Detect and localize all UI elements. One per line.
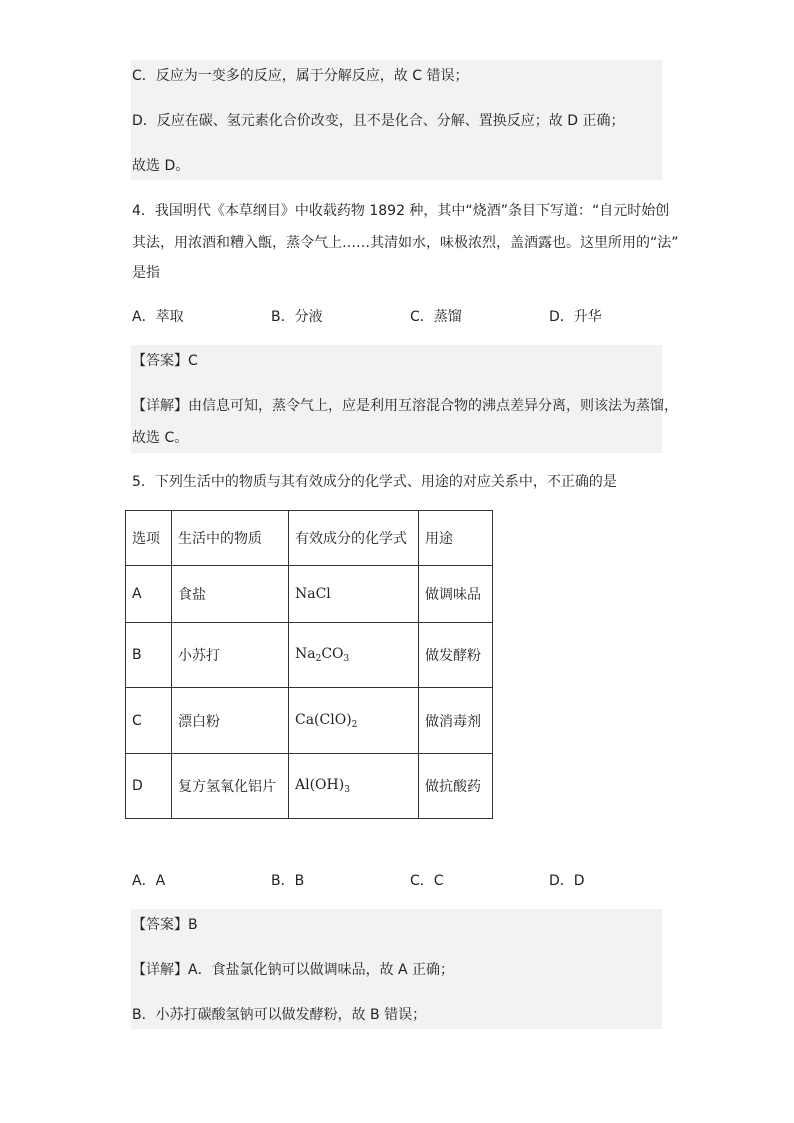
- q5-option-c: C．C: [410, 873, 444, 889]
- table-cell-formula: NaCl: [289, 566, 419, 623]
- table-row: [126, 566, 493, 623]
- formula-part: Ca(ClO): [295, 711, 352, 728]
- table-header-cell: 生活中的物质: [172, 511, 289, 566]
- q4-stem-line3: 是指: [132, 265, 160, 281]
- q4-stem-line2: 其法，用浓酒和糟入甑，蒸令气上……其清如水，味极浓烈，盖酒露也。这里所用的“法”: [132, 235, 679, 251]
- q5-detail-a: 【详解】A．食盐氯化钠可以做调味品，故 A 正确；: [132, 962, 455, 978]
- q5-table: [125, 510, 493, 819]
- q4-detail-line1: 【详解】由信息可知，蒸令气上，应是利用互溶混合物的沸点差异分离，则该法为蒸馏，: [132, 398, 678, 414]
- formula-part: Na: [295, 646, 316, 662]
- table-cell-option: D: [126, 754, 172, 819]
- table-cell-use: 做调味品: [419, 566, 493, 623]
- q4-option-c: C．蒸馏: [410, 309, 462, 325]
- q4-option-d: D．升华: [549, 309, 602, 325]
- q4-option-a: A．萃取: [132, 309, 184, 325]
- table-cell-substance: 漂白粉: [172, 688, 289, 754]
- table-cell-use: 做消毒剂: [419, 688, 493, 754]
- formula-subscript: 3: [343, 654, 350, 664]
- q5-detail-b: B．小苏打碳酸氢钠可以做发酵粉，故 B 错误；: [132, 1007, 427, 1023]
- formula-part: CO: [321, 646, 344, 662]
- table-cell-substance: 小苏打: [172, 623, 289, 688]
- table-header-cell: 有效成分的化学式: [289, 511, 419, 566]
- q5-option-b: B．B: [271, 873, 305, 889]
- q5-option-d: D．D: [549, 873, 585, 889]
- table-cell-formula: [289, 688, 419, 754]
- table-cell-formula: [289, 754, 419, 819]
- table-cell-option: C: [126, 688, 172, 754]
- q5-answer: 【答案】B: [132, 917, 198, 933]
- q5-stem: 5．下列生活中的物质与其有效成分的化学式、用途的对应关系中，不正确的是: [132, 474, 617, 490]
- formula-subscript: 2: [351, 719, 358, 730]
- explanation-c-line: C．反应为一变多的反应，属于分解反应，故 C 错误；: [132, 68, 469, 84]
- table-cell-use: 做抗酸药: [419, 754, 493, 819]
- q5-option-a: A．A: [132, 873, 166, 889]
- formula-subscript: 3: [344, 785, 350, 795]
- table-cell-substance: 食盐: [172, 566, 289, 623]
- table-cell-substance: 复方氢氧化铝片: [172, 754, 289, 819]
- explanation-d-line: D．反应在碳、氢元素化合价改变，且不是化合、分解、置换反应；故 D 正确；: [132, 113, 625, 129]
- table-row: [126, 688, 493, 754]
- formula-subscript: 2: [315, 654, 322, 664]
- explanation-conclusion: 故选 D。: [132, 158, 190, 174]
- table-header-cell: 选项: [126, 511, 172, 566]
- table-cell-use: 做发酵粉: [419, 623, 493, 688]
- table-cell-formula: [289, 623, 419, 688]
- table-cell-option: A: [126, 566, 172, 623]
- table-header-cell: 用途: [419, 511, 493, 566]
- table-row: [126, 754, 493, 819]
- table-cell-option: B: [126, 623, 172, 688]
- q4-answer: 【答案】C: [132, 353, 198, 369]
- formula-part: Al(OH): [295, 777, 345, 793]
- q4-stem-line1: 4．我国明代《本草纲目》中收载药物 1892 种，其中“烧酒”条目下写道：“自元时始创: [132, 203, 670, 219]
- table-row: [126, 623, 493, 688]
- q4-option-b: B．分液: [271, 309, 323, 325]
- q4-detail-line2: 故选 C。: [132, 430, 189, 446]
- table-header-row: [126, 511, 493, 566]
